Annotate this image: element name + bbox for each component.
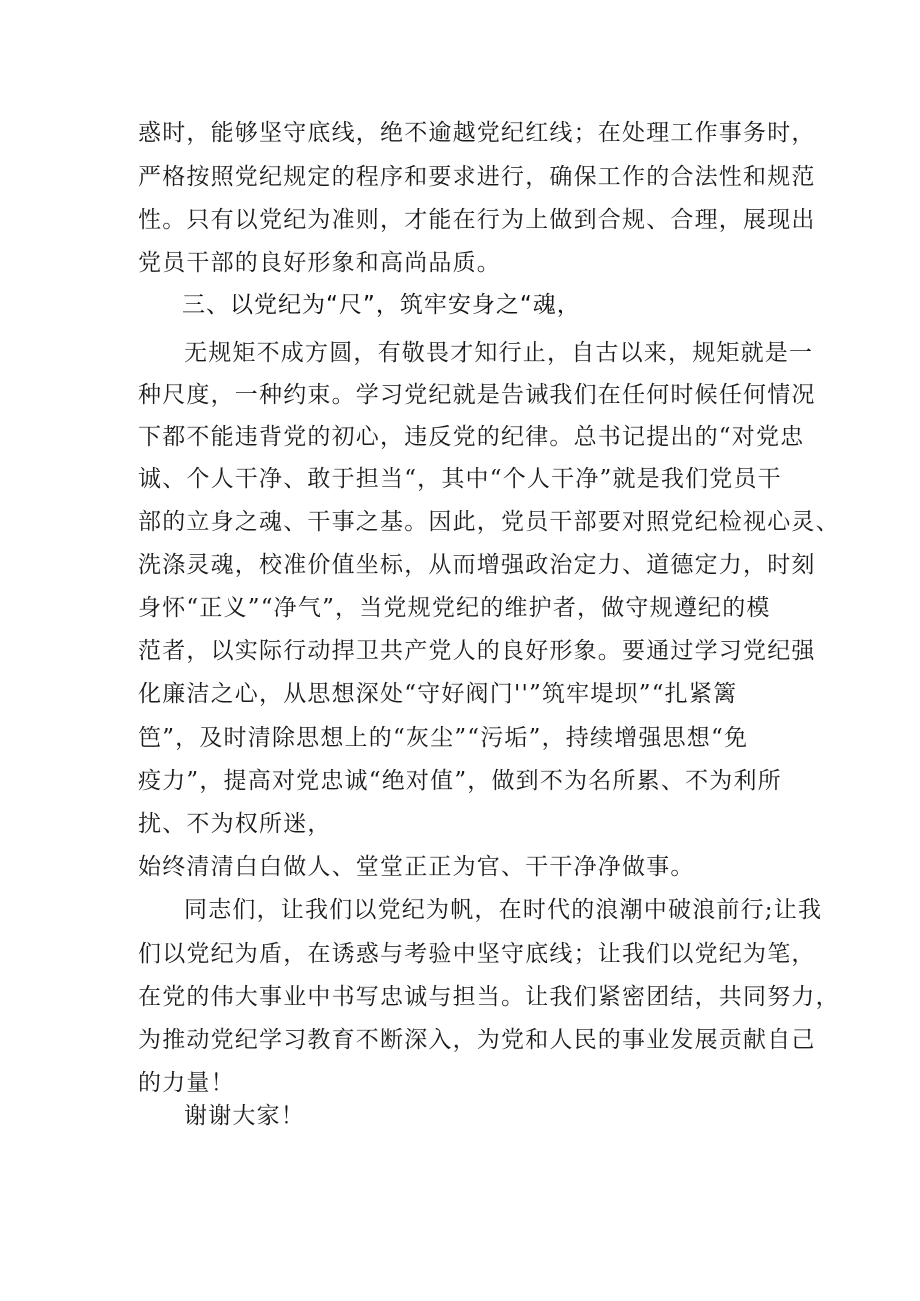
paragraph-line: 扰、不为权所迷， <box>138 811 332 837</box>
paragraph-line: 部的立身之魂、干事之基。因此，党员干部要对照党纪检视心灵、 <box>138 509 840 535</box>
paragraph-line: 身怀“正义”“净气”，当党规党纪的维护者，做守规遵纪的模 <box>138 595 771 621</box>
closing-thanks: 谢谢大家！ <box>184 1103 305 1129</box>
paragraph-line: 在党的伟大事业中书写忠诚与担当。让我们紧密团结，共同努力， <box>138 984 840 1010</box>
paragraph-line: 为推动党纪学习教育不断深入，为党和人民的事业发展贡献自己 <box>138 1027 816 1053</box>
paragraph-line: 种尺度，一种约束。学习党纪就是告诫我们在任何时候任何情况 <box>138 382 816 408</box>
paragraph-line: 下都不能违背党的初心，违反党的纪律。总书记提出的“对党忠 <box>138 424 805 450</box>
paragraph-line: 洗涤灵魂，校准价值坐标，从而增强政治定力、道德定力，时刻 <box>138 552 816 578</box>
paragraph-line: 同志们，让我们以党纪为帆，在时代的浪潮中破浪前行;让我 <box>184 897 823 923</box>
paragraph-line: 诚、个人干净、敢于担当“，其中“个人干净”就是我们党员干 <box>138 466 782 492</box>
paragraph-line: 性。只有以党纪为准则，才能在行为上做到合规、合理，展现出 <box>138 207 816 233</box>
paragraph-line: 惑时，能够坚守底线，绝不逾越党纪红线；在处理工作事务时， <box>138 120 816 146</box>
paragraph-line: 们以党纪为盾，在诱惑与考验中坚守底线；让我们以党纪为笔， <box>138 941 816 967</box>
paragraph-line: 范者，以实际行动捍卫共产党人的良好形象。要通过学习党纪强 <box>138 638 816 664</box>
paragraph-line: 笆”，及时清除思想上的“灰尘”“污垢”，持续增强思想“免 <box>138 725 749 751</box>
section-heading: 三、以党纪为“尺”，筑牢安身之“魂， <box>182 292 581 318</box>
paragraph-line: 化廉洁之心，从思想深处“守好阀门''”筑牢堤坝”“扎紧篱 <box>138 681 738 707</box>
paragraph-line: 的力量！ <box>138 1070 235 1096</box>
paragraph-line: 党员干部的良好形象和高尚品质。 <box>138 250 501 276</box>
paragraph-line: 疫力”，提高对党忠诚“绝对值”，做到不为名所累、不为利所 <box>138 768 782 794</box>
paragraph-line: 始终清清白白做人、堂堂正正为官、干干净净做事。 <box>138 854 695 880</box>
paragraph-line: 无规矩不成方圆，有敬畏才知行止，自古以来，规矩就是一 <box>184 340 814 366</box>
paragraph-line: 严格按照党纪规定的程序和要求进行，确保工作的合法性和规范 <box>138 164 816 190</box>
